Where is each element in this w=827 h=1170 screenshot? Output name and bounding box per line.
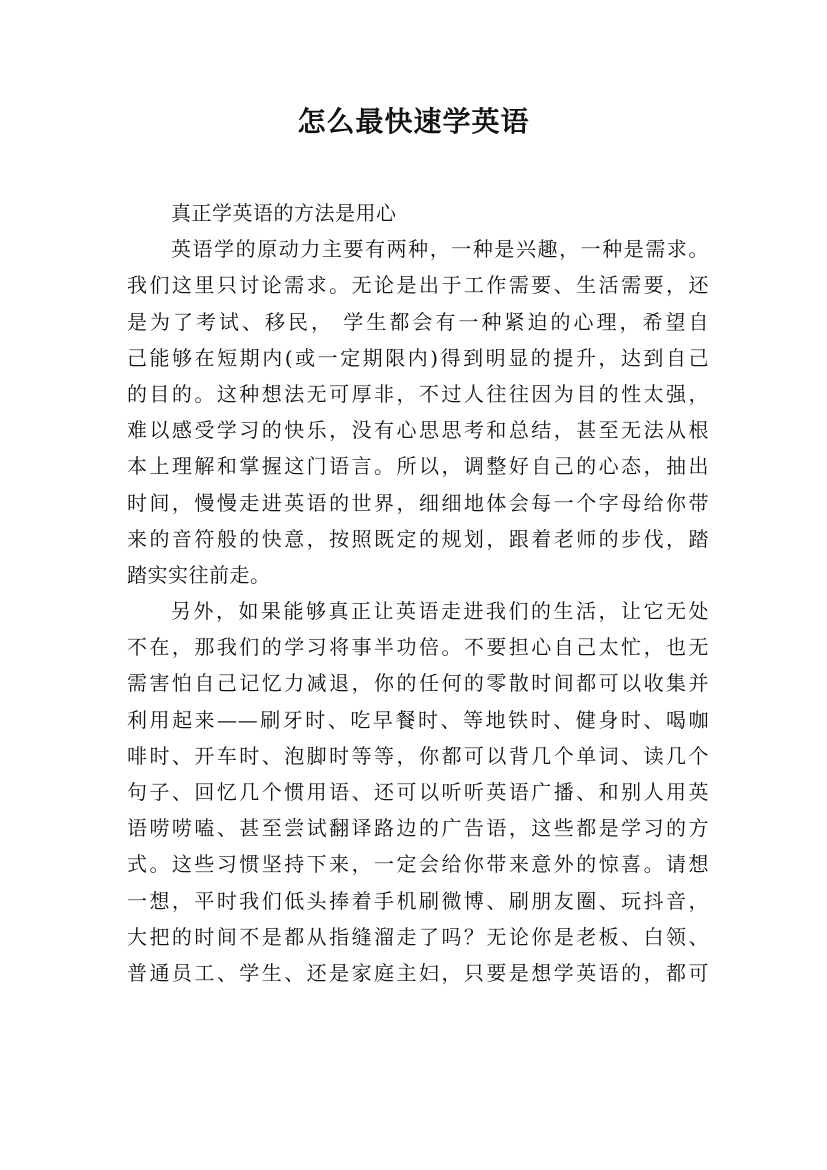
paragraph-line: 普通员工、学生、还是家庭主妇，只要是想学英语的，都可: [127, 960, 709, 985]
paragraph-line: 是为了考试、移民， 学生都会有一种紧迫的心理，希望自: [127, 309, 709, 334]
paragraph-line: 需害怕自己记忆力减退，你的任何的零散时间都可以收集并: [127, 671, 709, 696]
paragraph-line: 句子、回忆几个惯用语、还可以听听英语广播、和别人用英: [127, 780, 709, 804]
paragraph-line: 一想，平时我们低头捧着手机刷微博、刷朋友圈、玩抖音，: [127, 888, 709, 913]
paragraph-line: 本上理解和掌握这门语言。所以，调整好自己的心态，抽出: [127, 454, 709, 479]
paragraph-line: 式。这些习惯坚持下来，一定会给你带来意外的惊喜。请想: [127, 852, 709, 877]
paragraph-line: 真正学英语的方法是用心: [171, 201, 397, 225]
paragraph-line: 的目的。这种想法无可厚非，不过人往往因为目的性太强，: [127, 381, 709, 406]
document-title: 怎么最快速学英语: [297, 105, 530, 138]
paragraph-line: 己能够在短期内(或一定期限内)得到明显的提升，达到自己: [127, 345, 709, 370]
document-body: [127, 195, 709, 991]
paragraph-line: 利用起来——刷牙时、吃早餐时、等地铁时、健身时、喝咖: [127, 707, 709, 732]
paragraph-line: 时间，慢慢走进英语的世界，细细地体会每一个字母给你带: [127, 490, 709, 515]
paragraph-line: 难以感受学习的快乐，没有心思思考和总结，甚至无法从根: [127, 418, 709, 443]
paragraph-line: 英语学的原动力主要有两种，一种是兴趣，一种是需求。: [171, 237, 709, 262]
paragraph-line: 另外，如果能够真正让英语走进我们的生活，让它无处: [171, 599, 709, 624]
paragraph-line: 踏实实往前走。: [127, 562, 271, 587]
paragraph-line: 啡时、开车时、泡脚时等等，你都可以背几个单词、读几个: [127, 743, 709, 768]
paragraph-line: 语唠唠嗑、甚至尝试翻译路边的广告语，这些都是学习的方: [127, 816, 709, 841]
paragraph-line: 大把的时间不是都从指缝溜走了吗？无论你是老板、白领、: [127, 924, 709, 949]
paragraph-line: 不在，那我们的学习将事半功倍。不要担心自己太忙，也无: [127, 635, 709, 660]
paragraph-line: 来的音符般的快意，按照既定的规划，跟着老师的步伐，踏: [127, 526, 709, 551]
paragraph-line: 我们这里只讨论需求。无论是出于工作需要、生活需要，还: [127, 273, 709, 298]
